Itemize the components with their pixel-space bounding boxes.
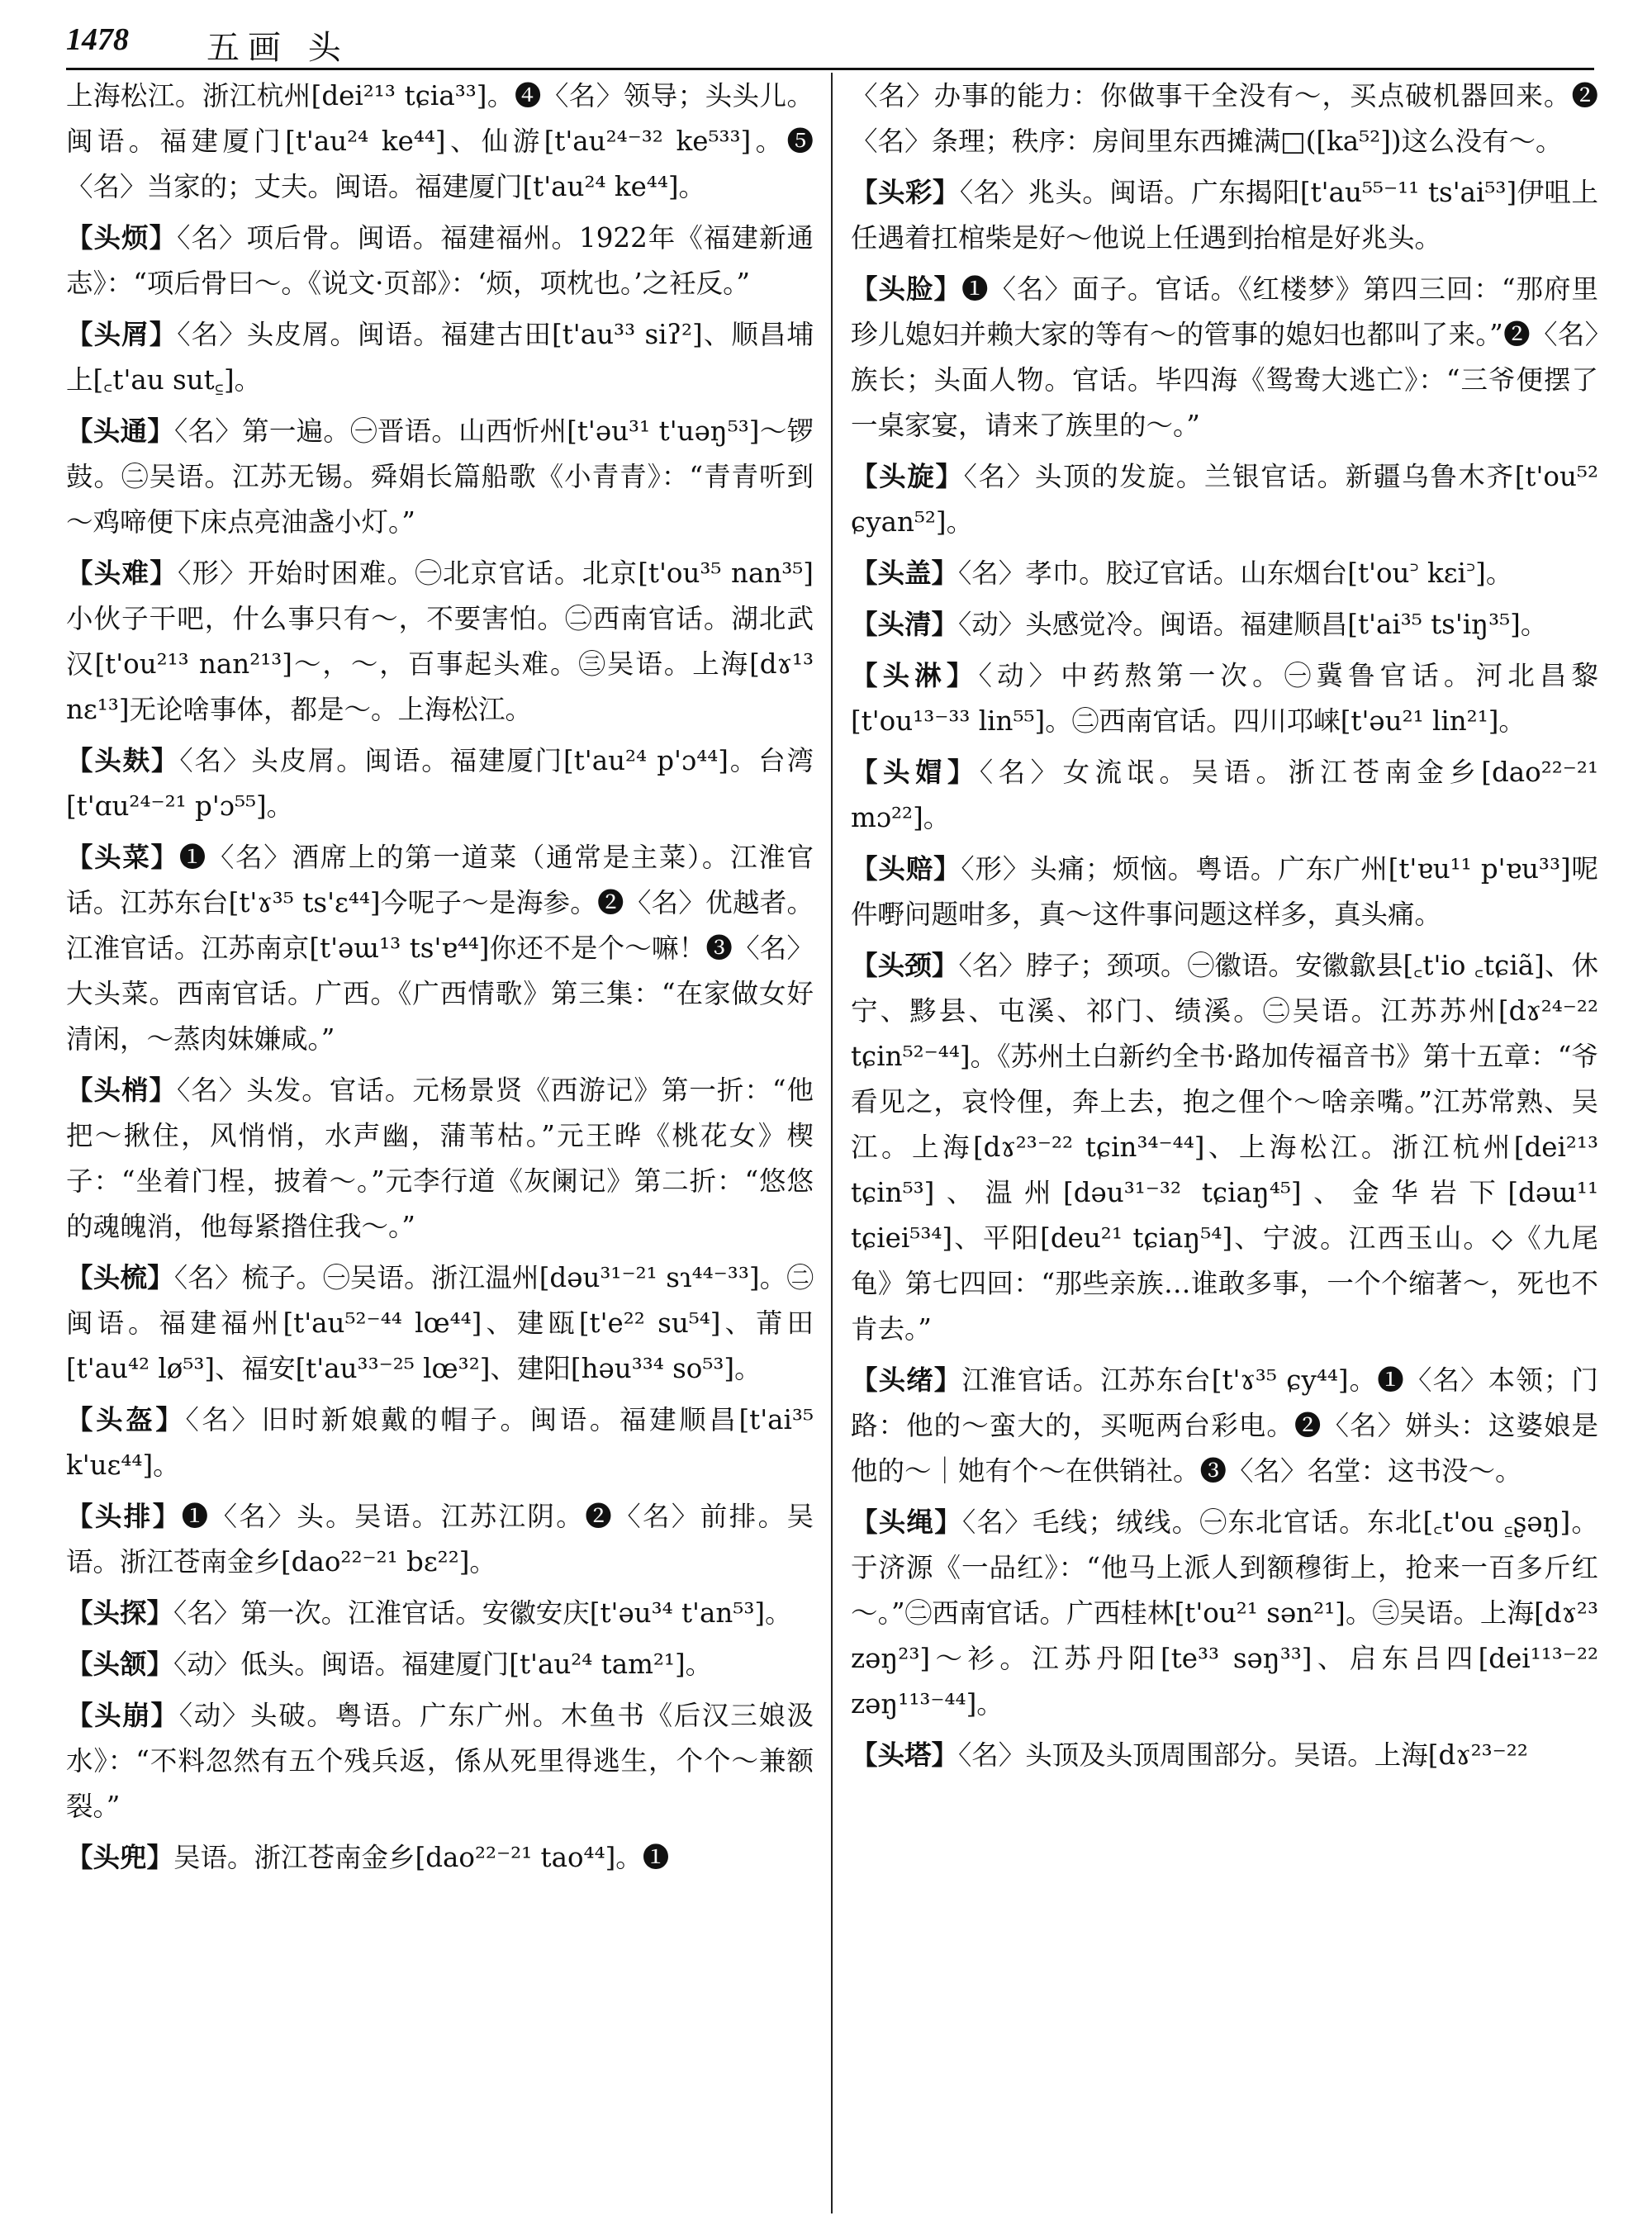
dictionary-entry	[851, 266, 1598, 448]
entry-definition: 〈名〉第一遍。㊀晋语。山西忻州[t'əu³¹ t'uəŋ⁵³]～锣鼓。㊁吴语。江苏无锡。舜娟长篇船歌《小青青》：“青青听到～鸡啼便下床点亮油盏小灯。”	[66, 415, 814, 538]
entry-headword: 【头绳】	[851, 1506, 962, 1538]
entry-definition: 〈名〉头发。官话。元杨景贤《西游记》第一折：“他把～揪住，风悄悄，水声幽，蒲苇枯。”元王晔《桃花女》楔子：“坐着门桯，披着～。”元李行道《灰阑记》第二折：“悠悠的魂魄消，他每紧揝住我～。”	[66, 1075, 814, 1242]
dictionary-entry	[66, 1692, 814, 1829]
right-column	[851, 73, 1598, 2213]
page-header	[66, 17, 1594, 70]
entry-definition: 〈名〉女流氓。吴语。浙江苍南金乡[dao²²⁻²¹ mɔ²²]。	[851, 757, 1598, 833]
entry-definition: 〈形〉头痛；烦恼。粤语。广东广州[t'ɐu¹¹ p'ɐu³³]呢件嘢问题咁多，真～这件事问题这样多，真头痛。	[851, 853, 1598, 930]
entry-definition: 上海松江。浙江杭州[dei²¹³ tɕia³³]。❹〈名〉领导；头头儿。闽语。福建厦门[t'au²⁴ ke⁴⁴]、仙游[t'au²⁴⁻³² ke⁵³³]。❺〈名〉当家的；丈夫。闽语。福建厦门[t'au²⁴ ke⁴⁴]。	[66, 80, 814, 202]
entry-headword: 【头赔】	[851, 852, 961, 885]
entry-definition: ❶〈名〉酒席上的第一道菜（通常是主菜）。江淮官话。江苏东台[t'ɤ³⁵ ts'ɛ⁴⁴]今呢子～是海参。❷〈名〉优越者。江淮官话。江苏南京[t'əɯ¹³ ts'ɐ⁴⁴]你还不是个～嘛！❸〈名〉大头菜。西南官话。广西。《广西情歌》第三集：“在家做女好清闲，～蒸肉妹嫌咸。”	[66, 842, 814, 1055]
dictionary-entry	[66, 1397, 814, 1488]
dictionary-entry	[851, 550, 1598, 596]
entry-definition: 〈名〉孝巾。胶辽官话。山东烟台[t'ou꜄ kɛi꜄]。	[958, 558, 1513, 589]
dictionary-entry	[66, 408, 814, 545]
dictionary-entry	[851, 846, 1598, 937]
entry-headword: 【头麸】	[66, 744, 180, 776]
entry-definition: ❶〈名〉头。吴语。江苏江阴。❷〈名〉前排。吴语。浙江苍南金乡[dao²²⁻²¹ bɛ²²]。	[66, 1501, 814, 1578]
dictionary-entry	[66, 1067, 814, 1250]
entry-headword: 【头排】	[66, 1500, 182, 1532]
entry-definition: 〈名〉第一次。江淮官话。安徽安庆[t'əu³⁴ t'an⁵³]。	[173, 1597, 792, 1629]
entry-definition: 〈动〉低头。闽语。福建厦门[t'au²⁴ tam²¹]。	[173, 1649, 713, 1680]
dictionary-entry	[851, 1357, 1598, 1494]
entry-headword: 【头绪】	[851, 1364, 962, 1396]
entry-headword: 【头通】	[66, 415, 175, 447]
entry-definition: 吴语。浙江苍南金乡[dao²²⁻²¹ tao⁴⁴]。❶	[173, 1842, 670, 1873]
entry-headword: 【头难】	[66, 557, 178, 589]
dictionary-entry	[851, 73, 1598, 164]
entry-headword: 【头盔】	[66, 1403, 186, 1435]
entry-headword: 【头彩】	[851, 176, 960, 208]
entry-headword: 【头梳】	[66, 1261, 174, 1293]
entry-definition: 〈动〉头感觉冷。闽语。福建顺昌[t'ai³⁵ ts'iŋ³⁵]。	[958, 609, 1548, 640]
entry-headword: 【头兜】	[66, 1841, 174, 1873]
entry-headword: 【头塔】	[851, 1739, 959, 1771]
dictionary-entry	[66, 738, 814, 829]
entry-definition: 〈名〉头顶的发旋。兰银官话。新疆乌鲁木齐[t'ou⁵² ɕyan⁵²]。	[851, 461, 1598, 538]
entry-headword: 【头盖】	[851, 557, 959, 589]
dictionary-entry	[851, 942, 1598, 1352]
dictionary-entry	[66, 1255, 814, 1392]
entry-definition: 江淮官话。江苏东台[t'ɤ³⁵ ɕy⁴⁴]。❶〈名〉本领；门路：他的～蛮大的，买呃两台彩电。❷〈名〉姘头：这婆娘是他的～｜她有个～在供销社。❸〈名〉名堂：这书没～。	[851, 1364, 1598, 1487]
entry-definition: 〈动〉中药熬第一次。㊀冀鲁官话。河北昌黎[t'ou¹³⁻³³ lin⁵⁵]。㊁西南官话。四川邛崃[t'əu²¹ lin²¹]。	[851, 660, 1598, 737]
entry-definition: 〈名〉毛线；绒线。㊀东北官话。东北[꜀t'ou ꜁ʂəŋ]。于济源《一品红》：“他马上派人到额穆街上，抢来一百多斤红～。”㊁西南官话。广西桂林[t'ou²¹ sən²¹]。㊂吴语。上海[dɤ²³ zəŋ²³]～衫。江苏丹阳[te³³ səŋ³³]、启东吕四[dei¹¹³⁻²² zəŋ¹¹³⁻⁴⁴]。	[851, 1506, 1598, 1720]
dictionary-entry	[66, 834, 814, 1062]
entry-definition: 〈名〉头顶及头顶周围部分。吴语。上海[dɤ²³⁻²²	[958, 1739, 1528, 1771]
entry-headword: 【头清】	[851, 608, 959, 640]
page-number: 1478	[66, 22, 129, 57]
entry-headword: 【头探】	[66, 1597, 174, 1629]
entry-headword: 【头梢】	[66, 1074, 178, 1106]
entry-headword: 【头旋】	[851, 460, 964, 492]
entry-definition: 〈名〉项后骨。闽语。福建福州。1922年《福建新通志》：“项后骨曰～。《说文·页部》：‘烦，项枕也。’之衽反。”	[66, 222, 814, 299]
dictionary-entry	[851, 601, 1598, 648]
entry-headword: 【头颔】	[66, 1648, 174, 1680]
entry-definition: 〈名〉头皮屑。闽语。福建厦门[t'au²⁴ p'ɔ⁴⁴]。台湾[t'ɑu²⁴⁻²¹ p'ɔ⁵⁵]。	[66, 745, 814, 822]
entry-headword: 【头媢】	[851, 756, 980, 788]
dictionary-entry	[851, 652, 1598, 744]
entry-headword: 【头崩】	[66, 1699, 179, 1731]
dictionary-entry	[851, 1732, 1598, 1778]
dictionary-entry	[66, 1590, 814, 1636]
dictionary-entry	[851, 749, 1598, 841]
entry-definition: 〈名〉梳子。㊀吴语。浙江温州[dəu³¹⁻²¹ sɿ⁴⁴⁻³³]。㊁闽语。福建福州[t'au⁵²⁻⁴⁴ lœ⁴⁴]、建瓯[t'e²² su⁵⁴]、莆田[t'au⁴² lø⁵³]、福安[t'au³³⁻²⁵ lœ³²]、建阳[həu³³⁴ so⁵³]。	[66, 1262, 814, 1384]
entry-headword: 【头烦】	[66, 221, 178, 254]
column-divider	[831, 73, 833, 2213]
dictionary-entry	[851, 453, 1598, 545]
entry-headword: 【头颈】	[851, 949, 959, 981]
left-column	[66, 73, 814, 2213]
entry-headword: 【头菜】	[66, 841, 179, 873]
entry-definition: 〈名〉脖子；颈项。㊀徽语。安徽歙县[꜀t'io ꜀tɕiã]、休宁、黟县、屯溪、祁门、绩溪。㊁吴语。江苏苏州[dɤ²⁴⁻²² tɕin⁵²⁻⁴⁴]。《苏州土白新约全书·路加传福音书》第十五章：“爷看见之，哀怜俚，奔上去，抱之俚个～啥亲嘴。”江苏常熟、吴江。上海[dɤ²³⁻²² tɕin³⁴⁻⁴⁴]、上海松江。浙江杭州[dei²¹³ tɕin⁵³]、温州[dəu³¹⁻³² tɕiaŋ⁴⁵]、金华岩下[dəɯ¹¹ tɕiei⁵³⁴]、平阳[deu²¹ tɕiaŋ⁵⁴]、宁波。江西玉山。◇《九尾龟》第七四回：“那些亲族…谁敢多事，一个个缩著～，死也不肯去。”	[851, 950, 1598, 1345]
dictionary-entry	[851, 169, 1598, 261]
entry-definition: 〈名〉兆头。闽语。广东揭阳[t'au⁵⁵⁻¹¹ ts'ai⁵³]伊咀上任遇着扛棺柴是好～他说上任遇到抬棺是好兆头。	[851, 177, 1598, 254]
dictionary-entry	[851, 1499, 1598, 1727]
dictionary-entry	[66, 73, 814, 210]
dictionary-entry	[66, 1834, 814, 1881]
entry-definition: 〈名〉头皮屑。闽语。福建古田[t'au³³ siʔ²]、顺昌埔上[꜀t'au sut꜁]。	[66, 319, 814, 396]
entry-definition: 〈名〉办事的能力：你做事干全没有～，买点破机器回来。❷〈名〉条理；秩序：房间里东西摊满□([ka⁵²])这么没有～。	[851, 80, 1598, 157]
entry-headword: 【头淋】	[851, 659, 979, 691]
dictionary-entry	[66, 215, 814, 306]
entry-definition: 〈名〉旧时新娘戴的帽子。闽语。福建顺昌[t'ai³⁵ k'uɛ⁴⁴]。	[66, 1404, 814, 1481]
dictionary-entry	[66, 311, 814, 403]
entry-headword: 【头屑】	[66, 318, 178, 350]
dictionary-entry	[66, 1493, 814, 1585]
entry-definition: ❶〈名〉面子。官话。《红楼梦》第四三回：“那府里珍儿媳妇并赖大家的等有～的管事的媳妇也都叫了来。”❷〈名〉族长；头面人物。官话。毕四海《鸳鸯大逃亡》：“三爷便摆了一桌家宴，请来了族里的～。”	[851, 273, 1598, 441]
section-title: 五画 头	[206, 29, 349, 67]
dictionary-entry	[66, 1641, 814, 1687]
dictionary-entry	[66, 550, 814, 733]
entry-headword: 【头脸】	[851, 273, 962, 305]
entry-definition: 〈形〉开始时困难。㊀北京官话。北京[t'ou³⁵ nan³⁵]小伙子干吧，什么事只有～，不要害怕。㊁西南官话。湖北武汉[t'ou²¹³ nan²¹³]～，～，百事起头难。㊂吴语。上海[dɤ¹³ nɛ¹³]无论啥事体，都是～。上海松江。	[66, 558, 814, 725]
entry-definition: 〈动〉头破。粤语。广东广州。木鱼书《后汉三娘汲水》：“不料忽然有五个残兵返，係从死里得逃生，个个～兼额裂。”	[66, 1700, 814, 1822]
